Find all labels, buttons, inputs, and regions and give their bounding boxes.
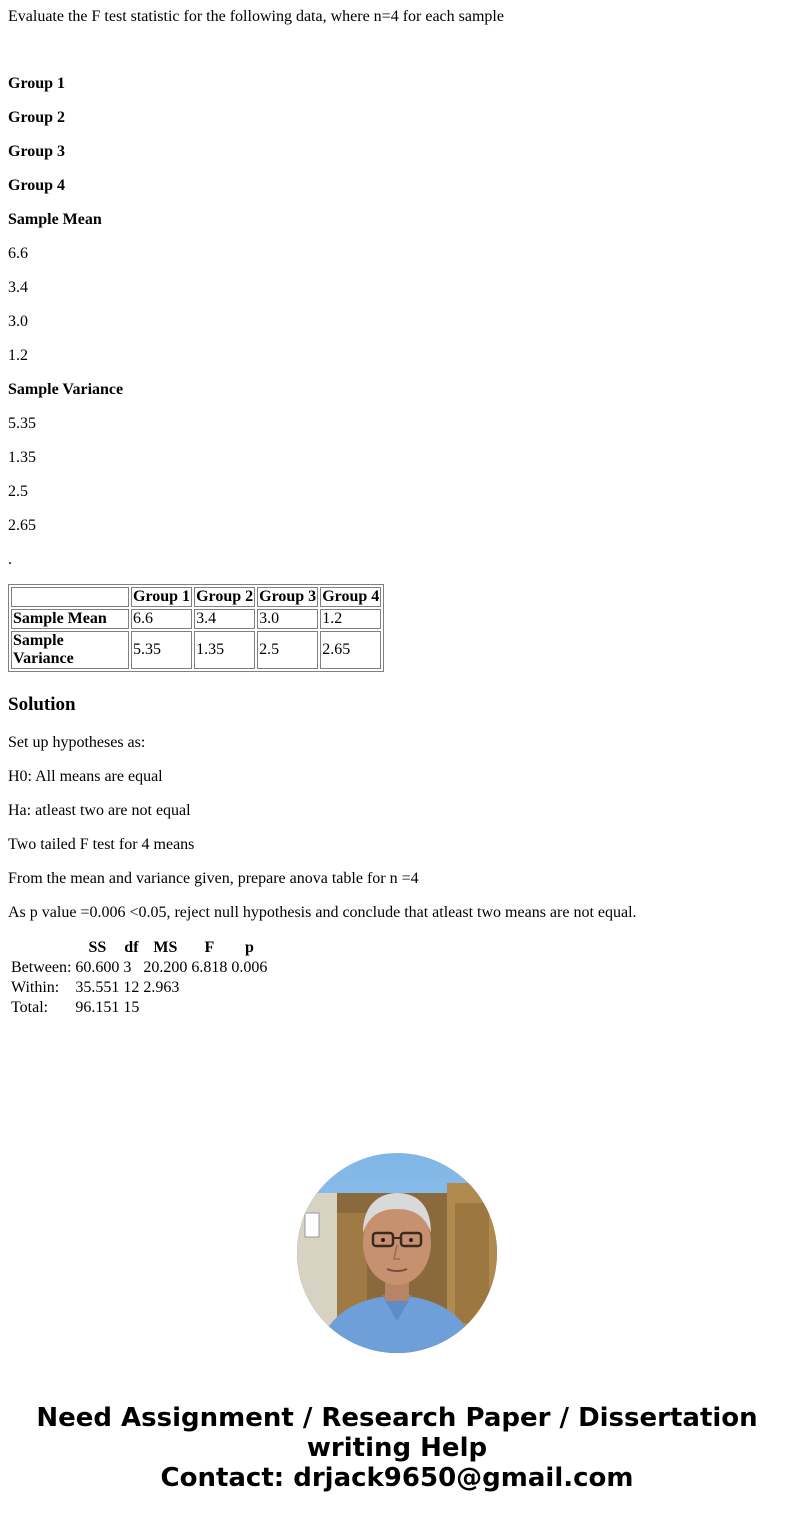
- anova-cell: 35.551: [75, 979, 120, 996]
- data-table-header-cell: Group 2: [196, 588, 254, 605]
- spacer: [8, 26, 786, 74]
- pasted-line: Sample Mean: [8, 211, 102, 228]
- pasted-line: Group 4: [8, 177, 66, 194]
- solution-heading: Solution: [8, 694, 76, 715]
- anova-cell: Total:: [11, 999, 49, 1016]
- footer-contact: Contact: drjack9650@gmail.com: [160, 1463, 634, 1493]
- anova-cell: 96.151: [75, 999, 120, 1016]
- anova-header-cell: [10, 939, 72, 957]
- data-table-cell: 3.4: [194, 609, 255, 629]
- author-portrait-image: [297, 1153, 497, 1353]
- solution-line: H0: All means are equal: [8, 768, 163, 785]
- pasted-line: Group 3: [8, 143, 66, 160]
- solution-line: Set up hypotheses as:: [8, 734, 146, 751]
- anova-row: [10, 959, 268, 977]
- data-table-row: [11, 631, 381, 669]
- anova-row: [10, 999, 268, 1017]
- anova-cell: 60.600: [75, 959, 120, 976]
- data-table-cell: 6.6: [131, 609, 192, 629]
- anova-cell: 3: [123, 959, 132, 976]
- pasted-line: Group 2: [8, 109, 66, 126]
- anova-header-cell: F: [204, 939, 215, 956]
- pasted-line: 6.6: [8, 245, 28, 262]
- footer-line-2: writing Help: [306, 1433, 488, 1463]
- question-text: Evaluate the F test statistic for the following data, where n=4 for each sample: [8, 8, 504, 25]
- pasted-data-lines: [8, 74, 786, 569]
- anova-cell: [142, 999, 188, 1017]
- anova-cell: 6.818: [191, 959, 228, 976]
- data-table-cell: 3.0: [257, 609, 318, 629]
- pasted-line: 3.0: [8, 313, 28, 330]
- pasted-line: 3.4: [8, 279, 28, 296]
- data-table-row-label: Sample Mean: [11, 609, 129, 629]
- anova-header-cell: df: [124, 939, 139, 956]
- anova-cell: 12: [123, 979, 140, 996]
- pasted-line: 5.35: [8, 415, 36, 432]
- author-avatar: [297, 1153, 497, 1353]
- pasted-line: Group 1: [8, 75, 66, 92]
- anova-cell: [230, 999, 268, 1017]
- anova-cell: Within:: [11, 979, 60, 996]
- footer-line-1: Need Assignment / Research Paper / Dissertation: [36, 1403, 758, 1433]
- anova-cell: Between:: [11, 959, 72, 976]
- anova-cell: [190, 979, 228, 997]
- pasted-line: 1.35: [8, 449, 36, 466]
- anova-header-cell: MS: [153, 939, 178, 956]
- solution-line: Ha: atleast two are not equal: [8, 802, 191, 819]
- data-table-cell: 2.65: [320, 631, 381, 669]
- solution-line: As p value =0.006 <0.05, reject null hypothesis and conclude that atleast two means are not equal.: [8, 904, 637, 921]
- data-table-cell: 2.5: [257, 631, 318, 669]
- anova-cell: 0.006: [231, 959, 268, 976]
- pasted-line: Sample Variance: [8, 381, 124, 398]
- anova-cell: 20.200: [143, 959, 188, 976]
- data-table-header-cell: Group 3: [259, 588, 317, 605]
- anova-table: [8, 937, 270, 1019]
- data-table-cell: 1.35: [194, 631, 255, 669]
- data-table-header-cell: Group 4: [322, 588, 380, 605]
- anova-cell: 15: [123, 999, 140, 1016]
- data-table-header-cell: Group 1: [133, 588, 191, 605]
- pasted-line: .: [8, 551, 12, 568]
- solution-line: From the mean and variance given, prepare anova table for n =4: [8, 870, 419, 887]
- data-table-header-cell: [11, 587, 129, 607]
- footer-banner: [0, 1403, 794, 1493]
- data-table-cell: 1.2: [320, 609, 381, 629]
- solution-lines: [8, 733, 786, 922]
- anova-header-cell: SS: [88, 939, 107, 956]
- pasted-line: 2.65: [8, 517, 36, 534]
- anova-cell: 2.963: [143, 979, 180, 996]
- data-table-row-label: Sample Variance: [11, 631, 129, 669]
- anova-row: [10, 979, 268, 997]
- data-table-header-row: [11, 587, 381, 607]
- solution-line: Two tailed F test for 4 means: [8, 836, 195, 853]
- anova-cell: [230, 979, 268, 997]
- anova-header-cell: p: [244, 939, 254, 956]
- anova-cell: [190, 999, 228, 1017]
- data-table-row: [11, 609, 381, 629]
- data-table-cell: 5.35: [131, 631, 192, 669]
- pasted-line: 1.2: [8, 347, 28, 364]
- data-table: [8, 584, 384, 672]
- pasted-line: 2.5: [8, 483, 28, 500]
